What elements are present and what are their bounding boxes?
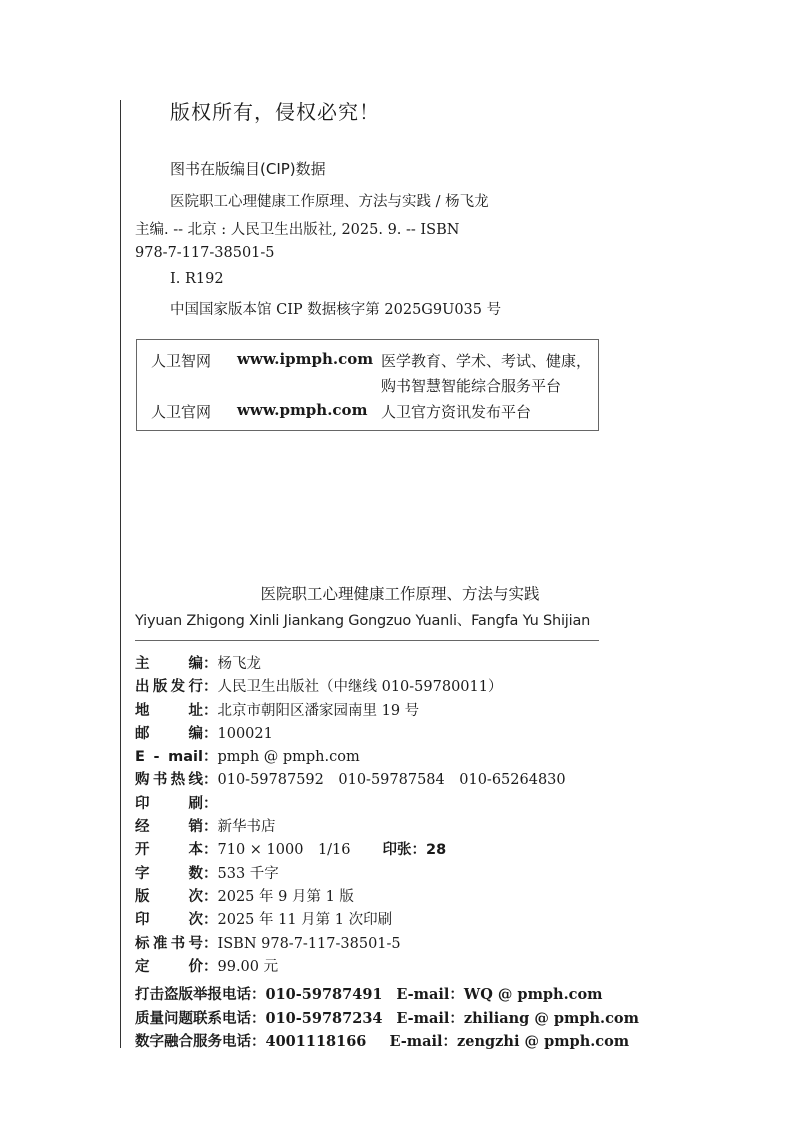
info-row-publisher: 出版发行：人民卫生出版社（中继线 010-59780011）	[135, 679, 503, 696]
contact-row-piracy: 打击盗版举报电话：010-59787491 E-mail：WQ @ pmph.com	[135, 986, 603, 1003]
copyright-heading: 版权所有，侵权必究！	[170, 100, 380, 124]
cip-title: 图书在版编目(CIP)数据	[170, 160, 326, 178]
info-row-distributor: 经销：新华书店	[135, 819, 276, 836]
info-row-hotline: 购书热线：010-59787592 010-59787584 010-65264830	[135, 772, 566, 789]
book-title-pinyin: Yiyuan Zhigong Xinli Jiankang Gongzuo Yuanli、Fangfa Yu Shijian	[135, 613, 591, 629]
info-row-format: 开本：710 × 1000 1/16 印张：28	[135, 842, 447, 859]
info-row-wordcount: 字数：533 千字	[135, 865, 279, 882]
sheets-count: 印张：28	[382, 842, 447, 859]
site-label-ipmph: 人卫智网	[151, 352, 212, 370]
site-desc-ipmph-a: 医学教育、学术、考试、健康，	[381, 352, 592, 370]
cip-line-2: 主编. -- 北京 : 人民卫生出版社, 2025. 9. -- ISBN	[135, 222, 460, 238]
left-margin-rule	[120, 100, 121, 1048]
cip-line-4: Ⅰ. R192	[170, 271, 224, 287]
website-info-box	[136, 339, 599, 431]
site-desc-pmph: 人卫官方资讯发布平台	[381, 403, 532, 421]
cip-line-1: 医院职工心理健康工作原理、方法与实践 / 杨飞龙	[170, 194, 489, 210]
contact-list	[135, 983, 639, 1054]
cip-line-3: 978-7-117-38501-5	[135, 245, 275, 261]
info-row-printer: 印刷：	[135, 795, 218, 812]
contact-row-quality: 质量问题联系电话：010-59787234 E-mail：zhiliang @ pmph.com	[135, 1009, 639, 1027]
info-row-price: 定价：99.00 元	[135, 958, 279, 975]
site-desc-ipmph-b: 购书智慧智能综合服务平台	[381, 377, 562, 395]
book-title: 医院职工心理健康工作原理、方法与实践	[260, 585, 540, 603]
info-row-postcode: 邮编：100021	[135, 725, 273, 742]
cip-line-5: 中国国家版本馆 CIP 数据核字第 2025G9U035 号	[170, 302, 502, 318]
site-url-pmph[interactable]: www.pmph.com	[237, 401, 368, 419]
info-row-isbn: 标准书号：ISBN 978-7-117-38501-5	[135, 935, 401, 952]
info-row-printing: 印次：2025 年 11 月第 1 次印刷	[135, 912, 393, 929]
info-row-email: E - mail：pmph @ pmph.com	[135, 749, 360, 766]
info-row-editor: 主编：杨飞龙	[135, 656, 261, 672]
title-divider	[135, 640, 599, 641]
site-url-ipmph[interactable]: www.ipmph.com	[237, 350, 374, 368]
info-row-edition: 版次：2025 年 9 月第 1 版	[135, 888, 354, 905]
info-row-address: 地址：北京市朝阳区潘家园南里 19 号	[135, 702, 420, 719]
contact-row-digital: 数字融合服务电话：4001118166 E-mail：zengzhi @ pmph.com	[135, 1033, 630, 1050]
site-label-pmph: 人卫官网	[151, 403, 212, 421]
publication-info	[135, 653, 566, 979]
